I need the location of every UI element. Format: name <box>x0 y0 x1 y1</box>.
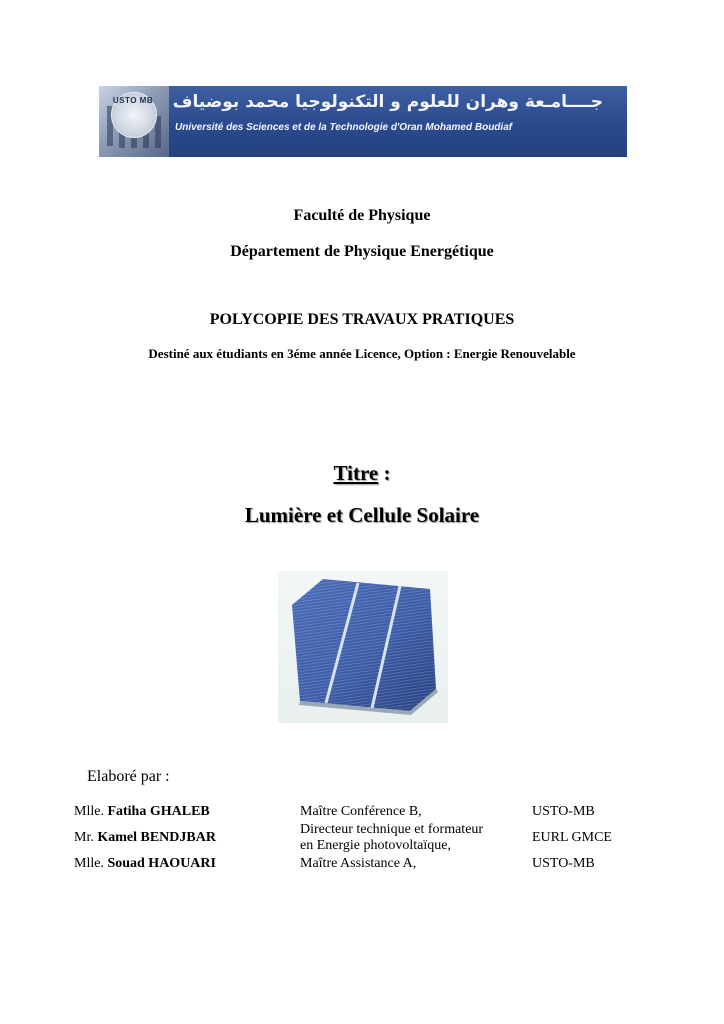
author-role <box>300 822 483 854</box>
author-name: Mlle. Souad HAOUARI <box>74 856 216 871</box>
author-name: Mlle. Fatiha GHALEB <box>74 804 210 819</box>
title-label-line <box>0 461 724 486</box>
department-name: Département de Physique Energétique <box>230 243 494 260</box>
university-name-arabic: جــــامـعة وهران للعلوم و التكنولوجيا محمد بوضياف <box>172 92 603 112</box>
audience-line: Destiné aux étudiants en 3éme année Licence, Option : Energie Renouvelable <box>148 346 576 361</box>
document-type: POLYCOPIE DES TRAVAUX PRATIQUES <box>209 311 515 328</box>
author-role: Maître Conférence B, <box>300 804 422 819</box>
prepared-by-label: Elaboré par : <box>87 768 170 785</box>
university-banner <box>99 86 627 157</box>
author-role-line: Directeur technique et formateur <box>300 822 484 837</box>
logo-text: USTO MB <box>112 96 154 105</box>
author-name: Mr. Kamel BENDJBAR <box>74 830 216 845</box>
document-title: Lumière et Cellule Solaire <box>244 503 480 527</box>
author-institution: USTO-MB <box>532 804 595 819</box>
faculty-name: Faculté de Physique <box>293 207 431 224</box>
solar-cell-photo <box>278 571 448 723</box>
title-label: Titre <box>333 461 379 485</box>
title-colon: : <box>378 461 391 485</box>
author-role-line: en Energie photovoltaïque, <box>300 838 451 853</box>
author-institution: EURL GMCE <box>532 830 612 845</box>
author-role: Maître Assistance A, <box>300 856 417 871</box>
university-name-latin: Université des Sciences et de la Technologie d'Oran Mohamed Boudiaf <box>175 122 513 133</box>
solar-cell-icon <box>278 571 448 723</box>
author-institution: USTO-MB <box>532 856 595 871</box>
